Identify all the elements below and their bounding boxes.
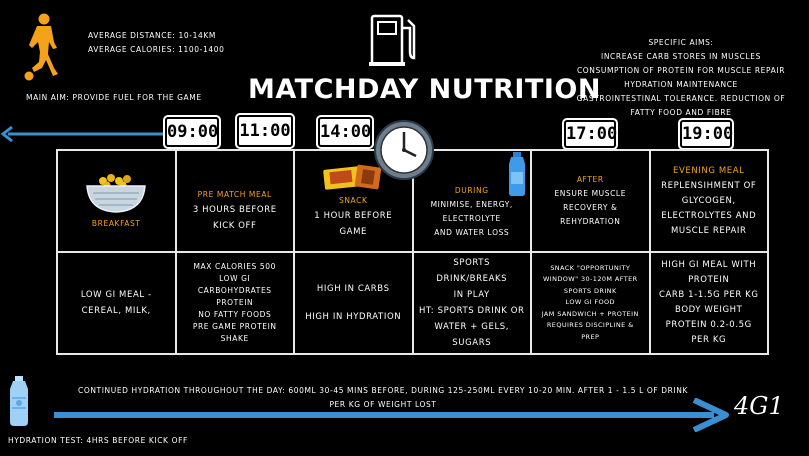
pre-match-line-3: CARBOHYDRATES [197,286,272,295]
cereal-bowl-icon [85,171,147,213]
evening-line-3: CARB 1-1.5G PER KG [658,290,759,300]
during-line-5: SUGARS [452,338,492,348]
pre-match-detail-2: KICK OFF [212,221,257,231]
water-bottle-icon [7,376,31,426]
pre-match-line-4: PROTEIN [216,298,254,307]
snack-detail-1: 1 HOUR BEFORE [314,211,393,221]
clock-icon [372,118,436,182]
after-detail-2: RECOVERY & [563,203,618,212]
time-1700: 17:00 [564,120,616,148]
fuel-pump-icon [366,12,422,68]
time-1400: 14:00 [318,117,372,147]
breakfast-content [57,252,176,354]
specific-aims-heading: SPECIFIC AIMS: [648,38,714,47]
after-line-2: WINDOW" 30-120M AFTER [542,275,638,284]
specific-aim-4: GASTROINTESTINAL TOLERANCE. REDUCTION OF [576,94,786,103]
col-pre-match [176,150,295,252]
snack-line-2 [299,296,408,310]
hydration-line-1: CONTINUED HYDRATION THROUGHOUT THE DAY: 600ML 30-45 MINS BEFORE, DURING 125-250ML EVERY 10-20 MIN. AFTER 1 - 1.5 L OF DRINK [77,386,689,395]
after-line-7: PREP [581,332,600,341]
evening-detail-1: REPLENSIHMENT OF [661,180,757,191]
snack-line-3: HIGH IN HYDRATION [305,312,402,322]
specific-aim-3: HYDRATION MAINTENANCE [624,80,738,89]
col-evening [650,150,769,252]
left-arrow-icon [0,124,172,144]
evening-heading: EVENING MEAL [672,165,745,176]
signature: 4G1 [734,392,784,420]
specific-aim-2: CONSUMPTION OF PROTEIN FOR MUSCLE REPAIR [576,66,786,75]
after-detail-1: ENSURE MUSCLE [554,189,627,198]
avg-distance: AVERAGE DISTANCE: 10-14KM [88,31,216,40]
hydration-test: HYDRATION TEST: 4HRS BEFORE KICK OFF [8,436,188,445]
pre-match-line-2: LOW GI [219,274,251,283]
breakfast-line-2: CEREAL, MILK, [81,306,151,316]
after-line-5: JAM SANDWICH + PROTEIN [541,309,639,318]
pre-match-line-7: SHAKE [220,334,249,343]
after-line-4: LOW GI FOOD [565,298,615,307]
during-line-1: SPORTS DRINK/BREAKS [436,258,508,284]
evening-line-6: PER KG [691,335,727,345]
specific-aims [556,36,806,120]
specific-aim-1: INCREASE CARB STORES IN MUSCLES [601,52,761,61]
evening-detail-4: MUSCLE REPAIR [670,225,747,236]
breakfast-heading: BREAKFAST [91,219,141,228]
after-detail-3: REHYDRATION [560,217,621,226]
breakfast-line-1: LOW GI MEAL - [80,290,152,300]
snack-line-1: HIGH IN CARBS [316,284,390,294]
footballer-icon [20,12,64,82]
evening-detail-2: GLYCOGEN, [681,195,736,206]
evening-line-1: HIGH GI MEAL WITH [661,260,757,270]
evening-line-5: PROTEIN 0.2-0.5G [665,320,752,330]
during-heading: DURING [454,186,489,195]
after-line-6: REQUIRES DISCIPLINE & [546,321,634,330]
main-aim: MAIN AIM: PROVIDE FUEL FOR THE GAME [26,93,202,102]
snack-detail-2: GAME [339,227,367,237]
snack-heading: SNACK [338,196,368,205]
evening-content [650,252,769,354]
pre-match-detail-1: 3 HOURS BEFORE [192,205,277,215]
during-detail-3: AND WATER LOSS [434,228,510,237]
avg-calories: AVERAGE CALORIES: 1100-1400 [88,45,225,54]
evening-line-4: BODY WEIGHT [675,305,743,315]
during-detail-2: ELECTROLYTE [442,214,501,223]
pre-match-heading: PRE MATCH MEAL [197,190,272,199]
after-content [531,252,650,354]
col-after [531,150,650,252]
during-line-2: IN PLAY [453,290,490,300]
during-content [413,252,532,354]
hydration-line-2: PER KG OF WEIGHT LOST [329,400,437,409]
time-0900: 09:00 [165,117,219,147]
after-line-3: SPORTS DRINK [563,286,617,295]
right-arrow-icon [54,398,730,432]
time-1100: 11:00 [237,115,293,147]
after-line-1: SNACK "OPPORTUNITY [550,263,631,272]
sports-drink-icon [504,152,530,196]
evening-line-2: PROTEIN [688,275,730,285]
evening-detail-3: ELECTROLYTES AND [661,210,757,221]
pre-match-line-5: NO FATTY FOODS [198,310,272,319]
snack-content [294,252,413,354]
during-line-4: WATER + GELS, [434,322,510,332]
pre-match-content [176,252,295,354]
col-breakfast [57,150,176,252]
during-line-3: HT: SPORTS DRINK OR [418,306,525,316]
after-heading: AFTER [576,175,604,184]
pre-match-line-1: MAX CALORIES 500 [193,262,277,271]
page-title: MATCHDAY NUTRITION [248,74,601,105]
pre-match-line-6: PRE GAME PROTEIN [192,322,277,331]
specific-aim-5: FATTY FOOD AND FIBRE [630,108,732,117]
time-1900: 19:00 [680,120,732,148]
during-detail-1: MINIMISE, ENERGY, [430,200,513,209]
